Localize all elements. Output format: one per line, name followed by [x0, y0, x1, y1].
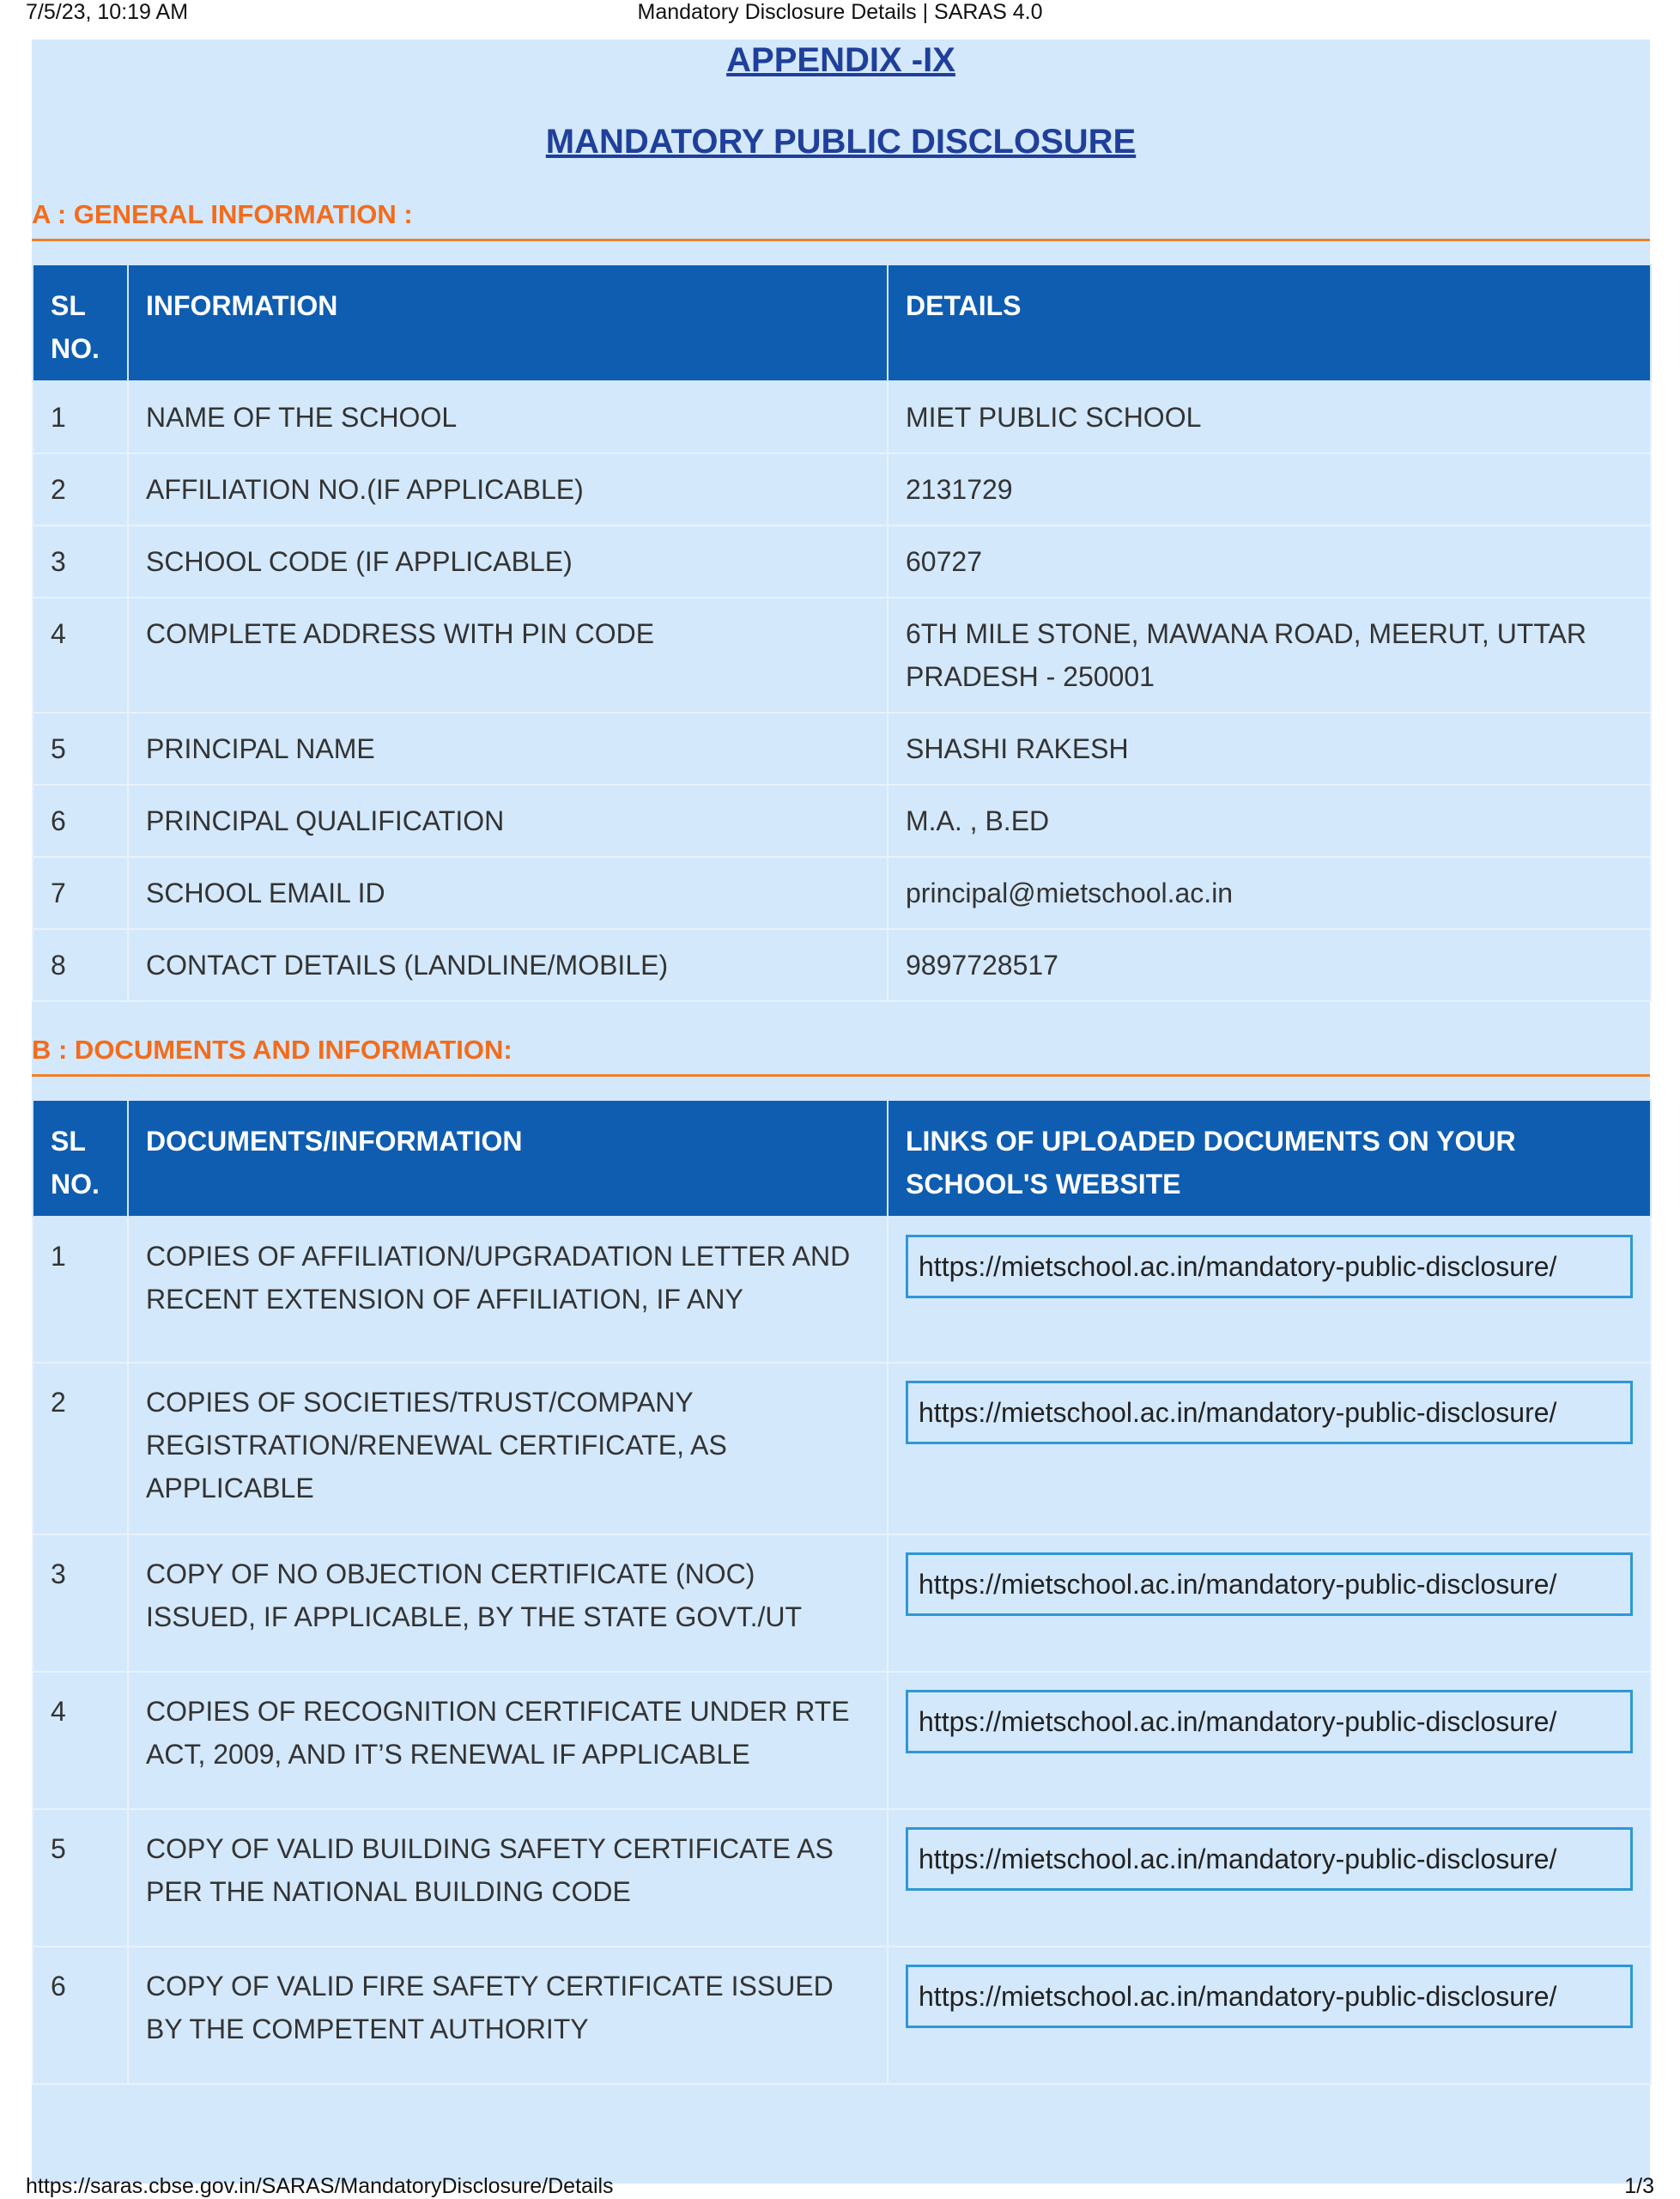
table-row [33, 929, 1651, 1001]
header-links: LINKS OF UPLOADED DOCUMENTS ON YOUR SCHOOL'S WEBSITE [888, 1100, 1651, 1217]
row-sl: 5 [33, 713, 128, 785]
header-information: INFORMATION [128, 264, 888, 381]
row-info: SCHOOL EMAIL ID [128, 857, 888, 929]
section-a-title: A : GENERAL INFORMATION : [32, 199, 1650, 241]
row-info: PRINCIPAL NAME [128, 713, 888, 785]
row-details: principal@mietschool.ac.in [888, 857, 1651, 929]
table-row [33, 1363, 1651, 1534]
document-link[interactable]: https://mietschool.ac.in/mandatory-public-disclosure/ [906, 1552, 1633, 1616]
disclosure-panel [32, 39, 1650, 2184]
row-details: MIET PUBLIC SCHOOL [888, 381, 1651, 453]
row-document: COPY OF VALID FIRE SAFETY CERTIFICATE ISSUED BY THE COMPETENT AUTHORITY [128, 1947, 888, 2084]
print-footer [0, 2174, 1680, 2198]
header-sl-no: SL NO. [33, 264, 128, 381]
row-link-cell [888, 1217, 1651, 1363]
document-link[interactable]: https://mietschool.ac.in/mandatory-public-disclosure/ [906, 1381, 1633, 1444]
table-row [33, 598, 1651, 713]
general-information-table [32, 264, 1652, 1002]
documents-table [32, 1099, 1652, 2085]
document-link[interactable]: https://mietschool.ac.in/mandatory-public-disclosure/ [906, 1690, 1633, 1753]
row-sl: 8 [33, 929, 128, 1001]
row-link-cell [888, 1809, 1651, 1947]
row-info: SCHOOL CODE (IF APPLICABLE) [128, 525, 888, 598]
row-link-cell [888, 1363, 1651, 1534]
table-header-row [33, 264, 1651, 381]
row-sl: 3 [33, 525, 128, 598]
document-link[interactable]: https://mietschool.ac.in/mandatory-public-disclosure/ [906, 1965, 1633, 2028]
table-row [33, 1217, 1651, 1363]
row-details: SHASHI RAKESH [888, 713, 1651, 785]
row-sl: 5 [33, 1809, 128, 1947]
table-header-row [33, 1100, 1651, 1217]
row-sl: 2 [33, 1363, 128, 1534]
row-details: 9897728517 [888, 929, 1651, 1001]
row-sl: 4 [33, 1672, 128, 1809]
header-sl-no: SL NO. [33, 1100, 128, 1217]
row-details: M.A. , B.ED [888, 785, 1651, 857]
row-link-cell [888, 1534, 1651, 1672]
main-heading: MANDATORY PUBLIC DISCLOSURE [545, 123, 1137, 161]
row-sl: 6 [33, 785, 128, 857]
row-document: COPIES OF AFFILIATION/UPGRADATION LETTER AND RECENT EXTENSION OF AFFILIATION, IF ANY [128, 1217, 888, 1363]
table-row [33, 381, 1651, 453]
header-details: DETAILS [888, 264, 1651, 381]
row-info: AFFILIATION NO.(IF APPLICABLE) [128, 453, 888, 525]
row-link-cell [888, 1947, 1651, 2084]
table-row [33, 857, 1651, 929]
print-page-title: Mandatory Disclosure Details | SARAS 4.0 [637, 0, 1043, 24]
document-link[interactable]: https://mietschool.ac.in/mandatory-public-disclosure/ [906, 1827, 1633, 1891]
row-info: CONTACT DETAILS (LANDLINE/MOBILE) [128, 929, 888, 1001]
page-number: 1/3 [1624, 2174, 1654, 2198]
row-info: PRINCIPAL QUALIFICATION [128, 785, 888, 857]
row-info: NAME OF THE SCHOOL [128, 381, 888, 453]
table-row [33, 1947, 1651, 2084]
row-details: 2131729 [888, 453, 1651, 525]
print-header [0, 0, 1680, 31]
table-row [33, 713, 1651, 785]
row-document: COPY OF NO OBJECTION CERTIFICATE (NOC) ISSUED, IF APPLICABLE, BY THE STATE GOVT./UT [128, 1534, 888, 1672]
table-row [33, 1534, 1651, 1672]
header-documents: DOCUMENTS/INFORMATION [128, 1100, 888, 1217]
row-sl: 7 [33, 857, 128, 929]
row-sl: 2 [33, 453, 128, 525]
row-sl: 6 [33, 1947, 128, 2084]
table-row [33, 1809, 1651, 1947]
table-row [33, 1672, 1651, 1809]
row-details: 60727 [888, 525, 1651, 598]
row-sl: 4 [33, 598, 128, 713]
print-url: https://saras.cbse.gov.in/SARAS/MandatoryDisclosure/Details [26, 2174, 614, 2198]
row-sl: 1 [33, 381, 128, 453]
section-b-title: B : DOCUMENTS AND INFORMATION: [32, 1035, 1650, 1077]
table-row [33, 785, 1651, 857]
row-details: 6TH MILE STONE, MAWANA ROAD, MEERUT, UTTAR PRADESH - 250001 [888, 598, 1651, 713]
appendix-heading: APPENDIX -IX [726, 41, 955, 79]
row-document: COPY OF VALID BUILDING SAFETY CERTIFICATE AS PER THE NATIONAL BUILDING CODE [128, 1809, 888, 1947]
document-link[interactable]: https://mietschool.ac.in/mandatory-public-disclosure/ [906, 1235, 1633, 1298]
table-row [33, 453, 1651, 525]
print-datetime: 7/5/23, 10:19 AM [26, 0, 189, 24]
row-sl: 1 [33, 1217, 128, 1363]
row-sl: 3 [33, 1534, 128, 1672]
table-row [33, 525, 1651, 598]
row-link-cell [888, 1672, 1651, 1809]
row-info: COMPLETE ADDRESS WITH PIN CODE [128, 598, 888, 713]
row-document: COPIES OF SOCIETIES/TRUST/COMPANY REGISTRATION/RENEWAL CERTIFICATE, AS APPLICABLE [128, 1363, 888, 1534]
row-document: COPIES OF RECOGNITION CERTIFICATE UNDER RTE ACT, 2009, AND IT’S RENEWAL IF APPLICABLE [128, 1672, 888, 1809]
